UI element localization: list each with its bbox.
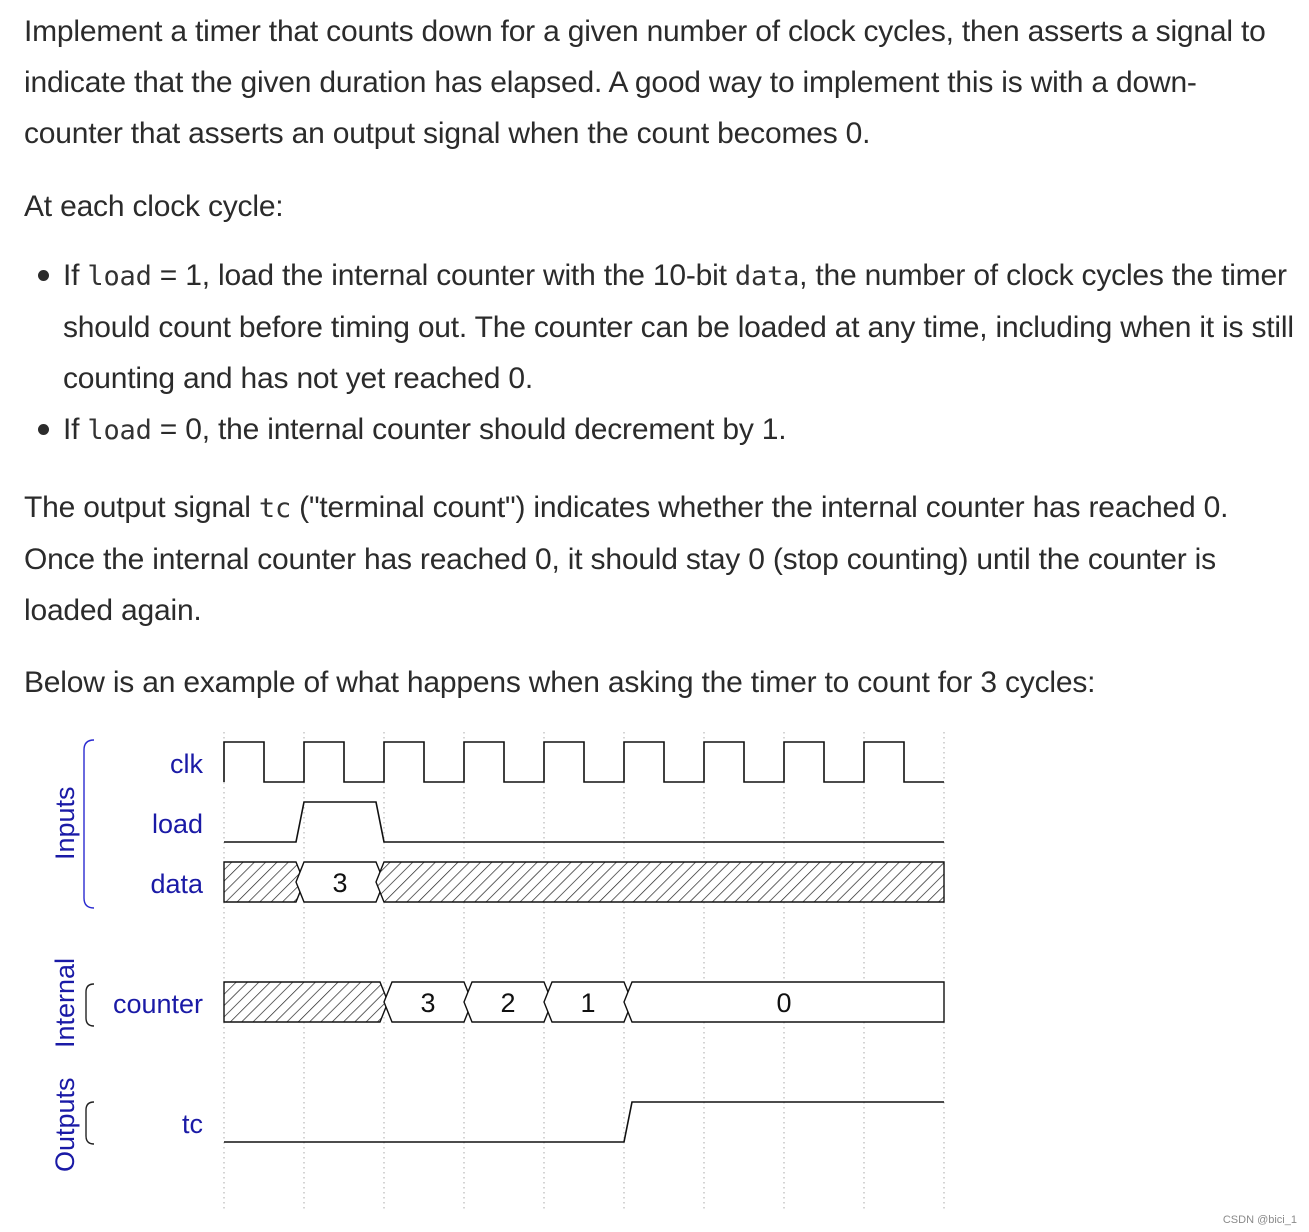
counter-dontcare	[224, 982, 388, 1022]
group-label-inputs: Inputs	[50, 786, 80, 860]
group-label-internal: Internal	[50, 957, 80, 1048]
example-intro: Below is an example of what happens when asking the timer to count for 3 cycles:	[24, 666, 1096, 699]
p3-pre: The output signal	[24, 491, 259, 524]
clk-wave	[224, 742, 944, 782]
inputs-bracket	[84, 740, 94, 908]
code-tc: tc	[258, 493, 292, 524]
data-dontcare-before	[224, 862, 304, 902]
counter-value-1-label: 2	[500, 988, 516, 1018]
outputs-bracket	[86, 1102, 94, 1144]
internal-bracket	[86, 984, 94, 1026]
data-dontcare-after	[376, 862, 944, 902]
counter-value-0-label: 3	[420, 988, 436, 1018]
bullet2-post: = 0, the internal counter should decrement by 1.	[151, 413, 787, 446]
bullet1-post: , the number of clock cycles the timer should count before timing out. The counter can be loaded at any time, including when it is still counting and has not yet reached 0.	[63, 259, 1294, 395]
signal-label-load: load	[151, 809, 203, 839]
watermark: CSDN @bici_1	[1222, 1214, 1297, 1226]
bullet2-pre: If	[63, 413, 88, 446]
counter-value-3-label: 0	[776, 988, 792, 1018]
tc-wave	[224, 1102, 944, 1142]
code-load: load	[87, 261, 152, 292]
signal-label-data: data	[150, 869, 203, 899]
bullet1-mid: = 1, load the internal counter with the 10-bit	[151, 259, 735, 292]
signal-label-tc: tc	[181, 1109, 203, 1139]
p3-post: ("terminal count") indicates whether the internal counter has reached 0. Once the internal counter has reached 0, it should stay 0 (stop counting) until the counter is loaded again.	[24, 491, 1229, 627]
rules-list	[24, 250, 1294, 456]
load-wave	[224, 802, 944, 842]
clock-cycle-heading: At each clock cycle:	[24, 190, 284, 223]
signal-tracks	[224, 742, 944, 1142]
cycle-gridlines	[224, 732, 944, 1210]
intro-paragraph: Implement a timer that counts down for a given number of clock cycles, then asserts a signal to indicate that the given duration has elapsed. A good way to implement this is with a down-counter that asserts an output signal when the count becomes 0.	[24, 15, 1266, 150]
list-item	[63, 404, 1294, 456]
group-label-outputs: Outputs	[50, 1077, 80, 1172]
timing-diagram	[0, 720, 1309, 1220]
terminal-count-paragraph	[24, 482, 1294, 636]
counter-value-2-label: 1	[580, 988, 596, 1018]
list-item	[63, 250, 1294, 404]
code-load: load	[87, 415, 152, 446]
data-value-label: 3	[332, 868, 348, 898]
bullet1-pre: If	[63, 259, 88, 292]
code-data: data	[734, 261, 800, 292]
signal-label-clk: clk	[170, 749, 203, 779]
signal-label-counter: counter	[112, 989, 203, 1019]
